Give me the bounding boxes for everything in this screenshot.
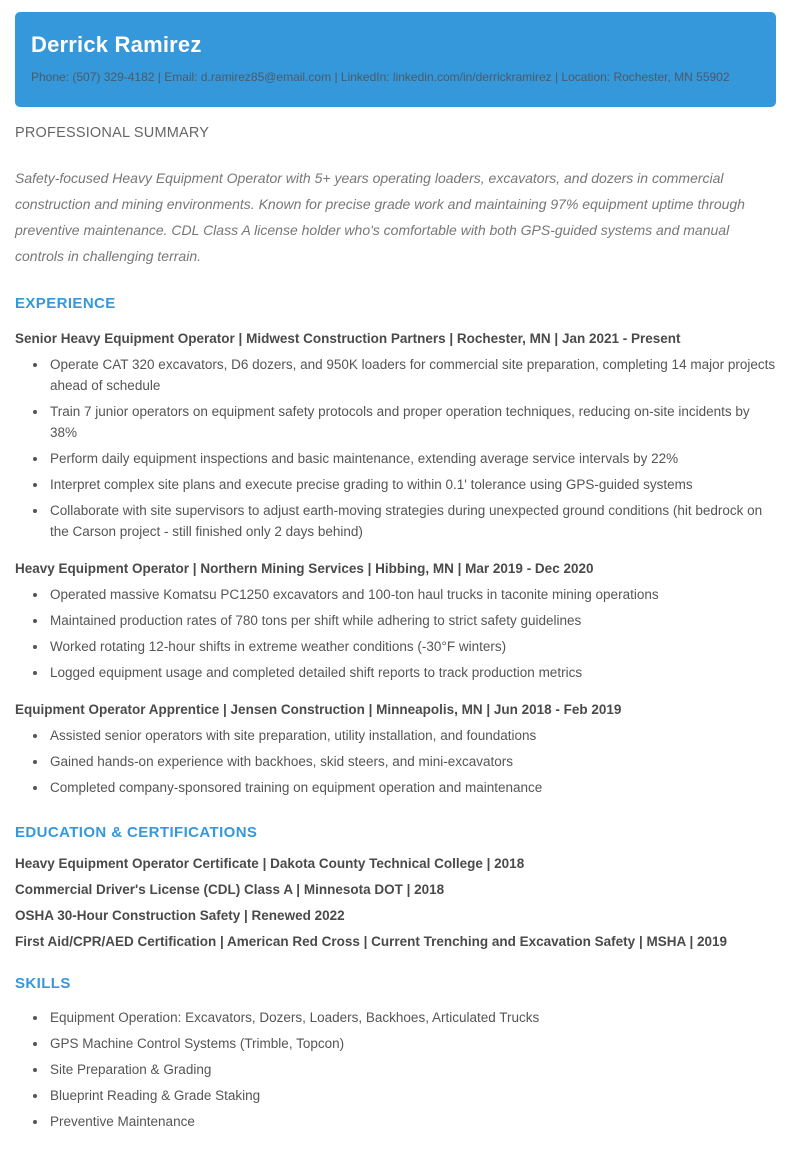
job-bullet: • Operate CAT 320 excavators, D6 dozers, and 950K loaders for commercial site preparation, completing 14 major projects ahead of schedule xyxy=(48,354,776,396)
job-bullet: • Perform daily equipment inspections and basic maintenance, extending average service intervals by 22% xyxy=(48,448,776,469)
job-bullet: • Completed company-sponsored training on equipment operation and maintenance xyxy=(48,777,776,798)
job-bullet: • Train 7 junior operators on equipment safety protocols and proper operation techniques, reducing on-site incidents by 38% xyxy=(48,401,776,443)
job-bullet: • Maintained production rates of 780 tons per shift while adhering to strict safety guidelines xyxy=(48,610,776,631)
education-item: Commercial Driver's License (CDL) Class A | Minnesota DOT | 2018 xyxy=(15,882,445,897)
education-heading: EDUCATION & CERTIFICATIONS xyxy=(15,824,258,841)
education-item: First Aid/CPR/AED Certification | American Red Cross | Current Trenching and Excavation Safety | MSHA | 2019 xyxy=(15,934,728,949)
experience-heading: EXPERIENCE xyxy=(15,295,116,312)
skills-heading: SKILLS xyxy=(15,975,71,992)
job-title: Heavy Equipment Operator | Northern Mining Services | Hibbing, MN | Mar 2019 - Dec 2020 xyxy=(15,561,594,576)
job-title: Senior Heavy Equipment Operator | Midwest Construction Partners | Rochester, MN | Jan 2021 - Present xyxy=(15,331,681,346)
job-entry xyxy=(15,560,776,683)
experience-section xyxy=(15,295,776,798)
job-bullet: • Logged equipment usage and completed detailed shift reports to track production metrics xyxy=(48,662,776,683)
job-bullet: • Gained hands-on experience with backhoes, skid steers, and mini-excavators xyxy=(48,751,776,772)
skill-item: • Site Preparation & Grading xyxy=(48,1059,776,1080)
job-bullet-list xyxy=(15,584,776,683)
summary-text: Safety-focused Heavy Equipment Operator with 5+ years operating loaders, excavators, and dozers in commercial construction and mining environments. Known for precise grade work and maintaining 97% equipment uptime through preventive maintenance. CDL Class A license holder who's comfortable with both GPS-guided systems and manual controls in challenging terrain. xyxy=(15,170,745,264)
job-bullet: • Operated massive Komatsu PC1250 excavators and 100-ton haul trucks in taconite mining operations xyxy=(48,584,776,605)
education-item: Heavy Equipment Operator Certificate | Dakota County Technical College | 2018 xyxy=(15,856,525,871)
skills-list xyxy=(15,1007,776,1132)
job-entry xyxy=(15,330,776,542)
skill-item: • Equipment Operation: Excavators, Dozers, Loaders, Backhoes, Articulated Trucks xyxy=(48,1007,776,1028)
contact-info: Phone: (507) 329-4182 | Email: d.ramirez85@email.com | LinkedIn: linkedin.com/in/derrickramirez | Location: Rochester, MN 55902 xyxy=(31,70,730,84)
education-section xyxy=(15,824,776,949)
skill-item: • Blueprint Reading & Grade Staking xyxy=(48,1085,776,1106)
summary-heading: PROFESSIONAL SUMMARY xyxy=(15,125,210,141)
job-bullet: • Assisted senior operators with site preparation, utility installation, and foundations xyxy=(48,725,776,746)
job-bullet-list xyxy=(15,725,776,798)
job-entry xyxy=(15,701,776,798)
job-bullet: • Worked rotating 12-hour shifts in extreme weather conditions (-30°F winters) xyxy=(48,636,776,657)
skill-item: • GPS Machine Control Systems (Trimble, Topcon) xyxy=(48,1033,776,1054)
job-bullet-list xyxy=(15,354,776,542)
resume-header xyxy=(15,12,776,107)
summary-section xyxy=(15,125,776,269)
education-item: OSHA 30-Hour Construction Safety | Renewed 2022 xyxy=(15,908,345,923)
candidate-name: Derrick Ramirez xyxy=(31,32,202,57)
job-bullet: • Collaborate with site supervisors to adjust earth-moving strategies during unexpected ground conditions (hit bedrock on the Carson project - still finished only 2 days behind) xyxy=(48,500,776,542)
job-title: Equipment Operator Apprentice | Jensen Construction | Minneapolis, MN | Jun 2018 - Feb 2019 xyxy=(15,702,622,717)
skill-item: • Preventive Maintenance xyxy=(48,1111,776,1132)
skills-section xyxy=(15,975,776,1132)
job-bullet: • Interpret complex site plans and execute precise grading to within 0.1' tolerance using GPS-guided systems xyxy=(48,474,776,495)
